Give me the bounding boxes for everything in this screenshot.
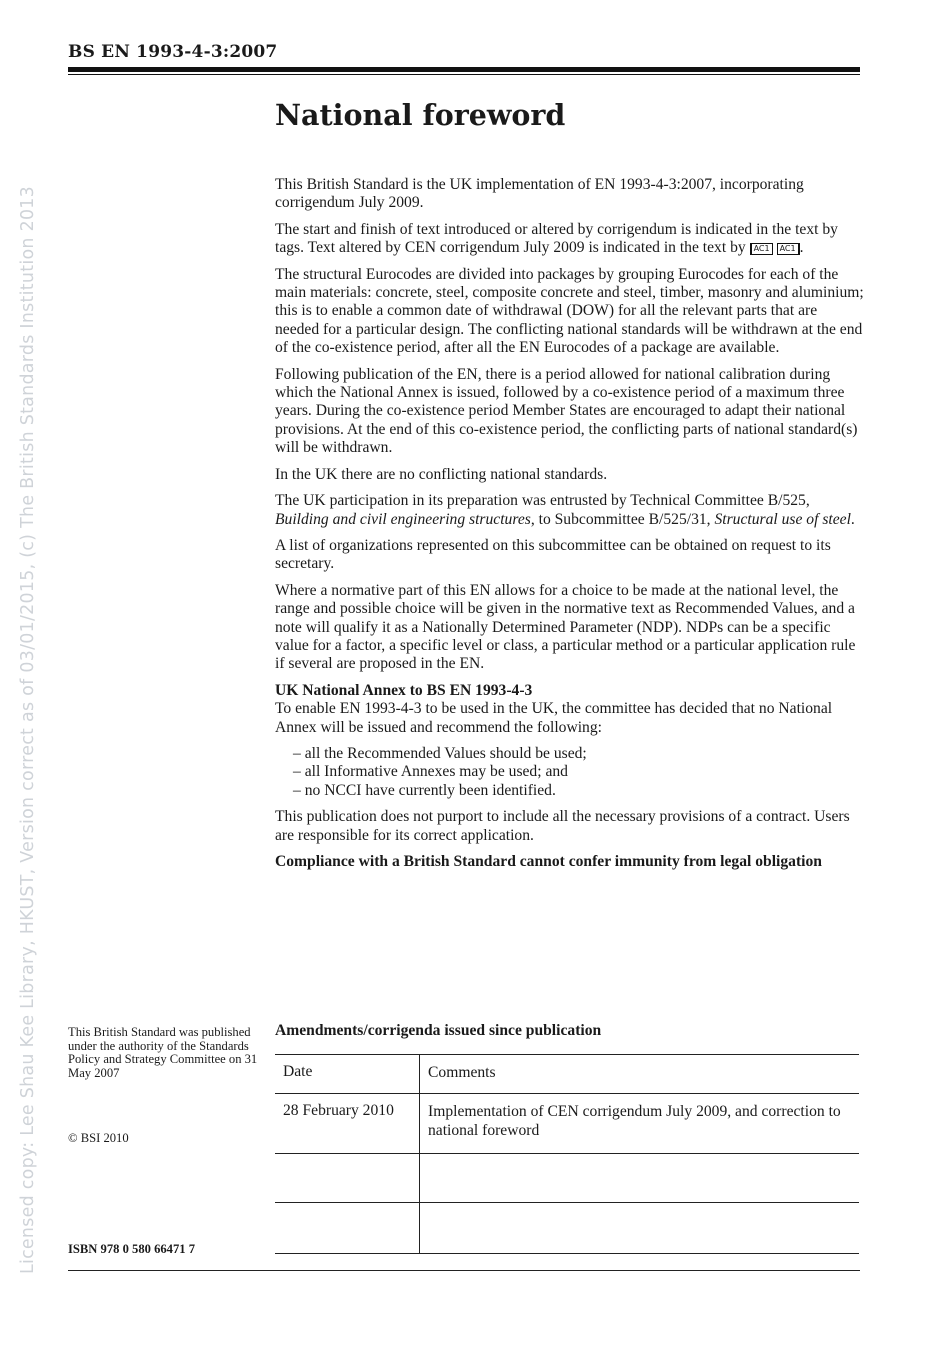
paragraph-ndp: Where a normative part of this EN allows for a choice to be made at the national level, the range and possible choice will be given in the normative text as Recommended Values, and a note will qualify it as a Nationally Determined Parameter (NDP). NDPs can be a specific value for a factor, a specific level or class, a particular method or a particular application rule if several are proposed in the EN. bbox=[275, 581, 856, 673]
paragraph-calibration: Following publication of the EN, there is a period allowed for national calibration during which the National Annex is issued, followed by a co-existence period of a maximum three years. During the co-existence period Member States are encouraged to adapt their national provisions. At the end of this co-existence period, the conflicting parts of national standard(s) will be withdrawn. bbox=[275, 365, 858, 457]
column-header-date: Date bbox=[275, 1055, 420, 1093]
table-cell-comments bbox=[420, 1203, 859, 1253]
amendments-title: Amendments/corrigenda issued since publication bbox=[275, 1022, 602, 1039]
footer-rule bbox=[68, 1270, 860, 1271]
header-rule-thick bbox=[68, 67, 860, 72]
paragraph-annex: To enable EN 1993-4-3 to be used in the UK, the committee has decided that no National Annex will be issued and recommend the following: bbox=[275, 700, 833, 736]
paragraph-corrigendum-tags: The start and finish of text introduced or altered by corrigendum is indicated in the text by tags. Text altered by CEN corrigendum July 2009 is indicated in the text by AC1 AC1 . bbox=[275, 220, 838, 257]
paragraph-implementation: This British Standard is the UK implementation of EN 1993-4-3:2007, incorporating corrigendum July 2009. bbox=[275, 176, 804, 212]
copyright: © BSI 2010 bbox=[68, 1131, 129, 1145]
list-item: – no NCCI have currently been identified. bbox=[293, 781, 556, 799]
page-title: National foreword bbox=[275, 98, 566, 132]
publication-note: This British Standard was published under the authority of the Standards Policy and Strategy Committee on 31 May 2007 bbox=[68, 1025, 258, 1080]
paragraph-eurocode-packages: The structural Eurocodes are divided into packages by grouping Eurocodes for each of the main materials: concrete, steel, composite concrete and steel, timber, masonry and aluminium; this is to enable a common date of withdrawal (DOW) for all the relevant parts that are needed for a particular design. The conflicting national standards will be withdrawn at the end of the co-existence period, after all the EN Eurocodes of a package are available. bbox=[275, 265, 864, 357]
amendments-table bbox=[275, 1054, 859, 1254]
foreword-body bbox=[275, 176, 865, 879]
paragraph-committee: The UK participation in its preparation was entrusted by Technical Committee B/525, Building and civil engineering structures, to Subcommittee B/525/31, Structural use of steel. bbox=[275, 492, 855, 528]
column-header-comments: Comments bbox=[428, 1064, 496, 1081]
compliance-statement: Compliance with a British Standard cannot confer immunity from legal obligation bbox=[275, 853, 822, 870]
paragraph-no-conflicts: In the UK there are no conflicting national standards. bbox=[275, 465, 608, 483]
table-row bbox=[275, 1202, 859, 1254]
paragraph-organizations: A list of organizations represented on this subcommittee can be obtained on request to its secretary. bbox=[275, 536, 831, 573]
isbn: ISBN 978 0 580 66471 7 bbox=[68, 1242, 196, 1256]
paragraph-disclaimer: This publication does not purport to include all the necessary provisions of a contract. Users are responsible for its correct application. bbox=[275, 808, 850, 844]
recommendation-list bbox=[293, 745, 865, 800]
document-code: BS EN 1993-4-3:2007 bbox=[68, 42, 278, 62]
header-rule-thin bbox=[68, 74, 860, 75]
list-item: – all Informative Annexes may be used; and bbox=[293, 763, 568, 781]
table-cell-date bbox=[275, 1203, 420, 1253]
table-header-row bbox=[275, 1054, 859, 1093]
license-watermark: Licensed copy: Lee Shau Kee Library, HKUST, Version correct as of 03/01/2015, (c) The British Standards Institution 2013 bbox=[18, 185, 38, 1275]
ac1-open-tag-icon: AC1 bbox=[750, 243, 773, 255]
table-cell-date: 28 February 2010 bbox=[275, 1094, 420, 1153]
table-row bbox=[275, 1093, 859, 1153]
list-item: – all the Recommended Values should be used; bbox=[293, 744, 587, 762]
ac1-close-tag-icon: AC1 bbox=[777, 243, 800, 255]
annex-heading: UK National Annex to BS EN 1993-4-3 bbox=[275, 681, 533, 699]
table-cell-comments bbox=[420, 1154, 859, 1202]
table-cell-date bbox=[275, 1154, 420, 1202]
table-row bbox=[275, 1153, 859, 1202]
table-cell-comments: Implementation of CEN corrigendum July 2009, and correction to national foreword bbox=[428, 1103, 841, 1139]
